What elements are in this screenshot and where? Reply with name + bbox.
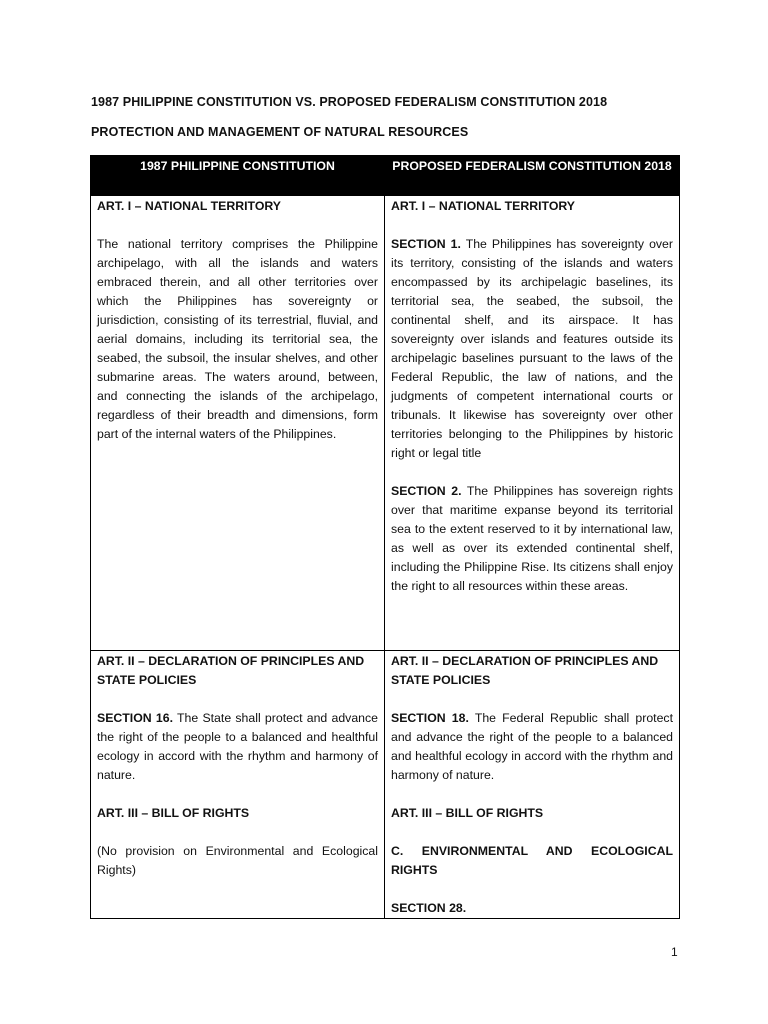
- section-text: The Philippines has sovereign rights over that maritime expanse beyond its territorial sea to the extent reserved to it by international law, as well as over its extended continental shelf, including the Philippine Rise. Its citizens shall enjoy the right to all resources within these areas.: [391, 484, 673, 593]
- cell-1987-national-territory: [91, 196, 385, 651]
- section-label: SECTION 28.: [391, 901, 467, 915]
- section-label: SECTION 1.: [391, 237, 461, 251]
- column-header-2018: PROPOSED FEDERALISM CONSTITUTION 2018: [385, 156, 680, 196]
- section-text: The Federal Republic shall protect and advance the right of the people to a balanced and healthful ecology in accord with the rhythm and harmony of nature.: [391, 711, 673, 782]
- section-paragraph: [391, 235, 673, 463]
- article-heading: ART. II – DECLARATION OF PRINCIPLES AND STATE POLICIES: [391, 654, 659, 687]
- article-text: The national territory comprises the Philippine archipelago, with all the islands and waters embraced therein, and all other territories over which the Philippines has sovereignty or jurisdiction, consisting of its terrestrial, fluvial, and aerial domains, including its territorial sea, the seabed, the subsoil, the insular shelves, and other submarine areas. The waters around, between, and connecting the islands of the archipelago, regardless of their breadth and dimensions, form part of the internal waters of the Philippines.: [97, 237, 378, 441]
- article-heading: ART. III – BILL OF RIGHTS: [97, 806, 250, 820]
- section-label: SECTION 16.: [97, 711, 173, 725]
- section-text: The Philippines has sovereignty over its territory, consisting of the islands and waters encompassed by its archipelagic baselines, its territorial sea, the seabed, the subsoil, the continental shelf, and its airspace. It has sovereignty over islands and features outside its archipelagic baselines pursuant to the laws of the Federal Republic, the law of nations, and the judgments of competent international courts or tribunals. It likewise has sovereignty over other territories belonging to the Philippines by historic right or legal title: [391, 237, 673, 460]
- cell-1987-principles: [91, 651, 385, 919]
- section-label: SECTION 18.: [391, 711, 469, 725]
- table-header-row: [91, 156, 680, 196]
- document-title: 1987 PHILIPPINE CONSTITUTION VS. PROPOSED FEDERALISM CONSTITUTION 2018: [91, 95, 608, 109]
- document-subtitle: PROTECTION AND MANAGEMENT OF NATURAL RESOURCES: [91, 125, 469, 139]
- section-label: SECTION 2.: [391, 484, 462, 498]
- cell-2018-principles: [385, 651, 680, 919]
- section-paragraph: [391, 709, 673, 785]
- section-paragraph: [97, 709, 378, 785]
- article-heading: ART. I – NATIONAL TERRITORY: [391, 199, 576, 213]
- section-text: The State shall protect and advance the right of the people to a balanced and healthful ecology in accord with the rhythm and harmony of nature.: [97, 711, 378, 782]
- column-header-1987: 1987 PHILIPPINE CONSTITUTION: [91, 156, 385, 196]
- subsection-heading: C. ENVIRONMENTAL AND ECOLOGICAL RIGHTS: [391, 844, 673, 877]
- article-heading: ART. III – BILL OF RIGHTS: [391, 806, 544, 820]
- comparison-table: [90, 155, 680, 919]
- section-paragraph: [391, 482, 673, 596]
- cell-2018-national-territory: [385, 196, 680, 651]
- table-row: [91, 651, 680, 919]
- page-number: 1: [671, 945, 678, 959]
- article-heading: ART. I – NATIONAL TERRITORY: [97, 199, 282, 213]
- table-row: [91, 196, 680, 651]
- provision-note: (No provision on Environmental and Ecological Rights): [97, 844, 378, 877]
- article-heading: ART. II – DECLARATION OF PRINCIPLES AND STATE POLICIES: [97, 654, 365, 687]
